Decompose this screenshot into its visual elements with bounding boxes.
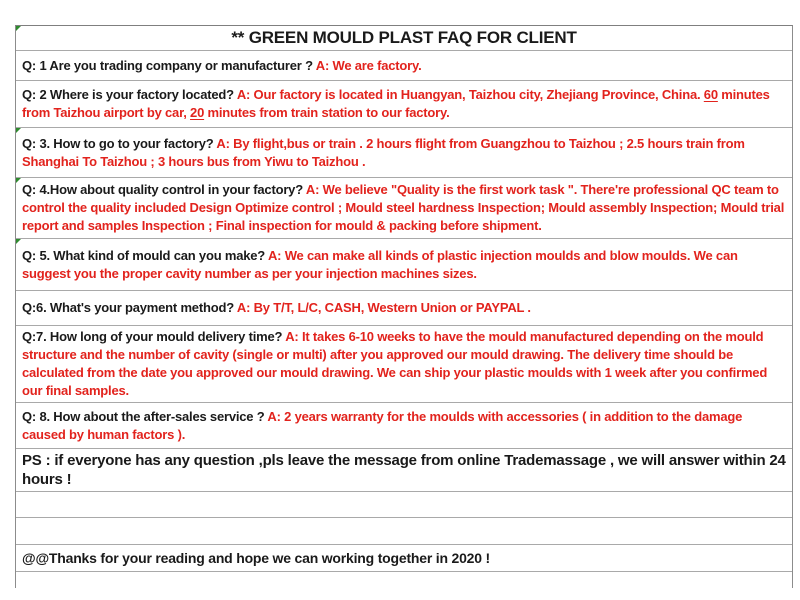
cell-comment-marker-icon <box>16 178 21 183</box>
faq-row-q7 <box>16 326 792 403</box>
answer-text: A: 2 years warranty for the moulds with accessories ( in addition to the damage caused by human factors ). <box>22 408 743 442</box>
ps-note-row <box>16 449 792 492</box>
faq-row-q5 <box>16 239 792 291</box>
thanks-row <box>16 545 792 572</box>
answer-underlined-text: 20 <box>190 105 205 120</box>
answer-text: A: By flight,bus or train . 2 hours flight from Guangzhou to Taizhou ; 2.5 hours train from Shanghai To Taizhou ; 3 hours bus from Yiwu to Taizhou . <box>22 135 745 169</box>
faq-sheet <box>15 25 793 588</box>
faq-row-q3 <box>16 128 792 178</box>
question-text: Q: 3. How to go to your factory? <box>22 135 217 151</box>
faq-row-q8 <box>16 403 792 449</box>
answer-text: A: We believe "Quality is the first work task ". There're professional QC team to control the quality included Design Optimize control ; Mould steel hardness Inspection; Mould assembly Inspection; Mould trial report and samples Inspection ; Final inspection for mould & packing before shipment. <box>22 182 785 233</box>
answer-underlined-text: 60 <box>703 87 718 102</box>
cell-comment-marker-icon <box>16 26 21 31</box>
question-text: Q:6. What's your payment method? <box>22 300 237 315</box>
question-text: Q: 1 Are you trading company or manufacturer ? <box>22 57 316 73</box>
empty-row <box>16 518 792 545</box>
faq-row-q2 <box>16 81 792 128</box>
question-text: Q:7. How long of your mould delivery time? <box>22 329 286 344</box>
answer-text: A: By T/T, L/C, CASH, Western Union or PAYPAL . <box>236 300 531 315</box>
answer-text: A: We are factory. <box>315 57 422 73</box>
answer-text: A: It takes 6-10 weeks to have the mould manufactured depending on the mould structure and the number of cavity (single or multi) after you approved our mould drawing. The delivery time should be calculated from the date you approved our mould drawing. We can ship your plastic moulds with 1 week after you confirmed our final samples. <box>22 329 768 398</box>
question-text: Q: 5. What kind of mould can you make? <box>22 247 268 263</box>
question-text: Q: 4.How about quality control in your factory? <box>22 182 306 197</box>
ps-note-text: PS : if everyone has any question ,pls leave the message from online Trademassage , we will answer within 24 hours ! <box>22 452 786 488</box>
faq-row-q4 <box>16 178 792 239</box>
answer-text: A: We can make all kinds of plastic injection moulds and blow moulds. We can suggest you the proper cavity number as per your injection machines sizes. <box>22 247 738 281</box>
answer-text: minutes from Taizhou airport by car, <box>22 87 770 120</box>
question-text: Q: 8. How about the after-sales service ? <box>22 408 268 424</box>
table-title-row <box>16 26 792 51</box>
answer-text: A: Our factory is located in Huangyan, Taizhou city, Zhejiang Province, China. <box>236 87 704 102</box>
question-text: Q: 2 Where is your factory located? <box>22 87 237 102</box>
faq-row-q6 <box>16 291 792 326</box>
cell-comment-marker-icon <box>16 128 21 133</box>
empty-row <box>16 492 792 518</box>
faq-row-q1 <box>16 51 792 81</box>
empty-row <box>16 572 792 588</box>
page-title: ** GREEN MOULD PLAST FAQ FOR CLIENT <box>231 28 577 47</box>
cell-comment-marker-icon <box>16 239 21 244</box>
faq-table <box>15 25 793 588</box>
answer-text: minutes from train station to our factory. <box>204 105 450 120</box>
thanks-text: @@Thanks for your reading and hope we can working together in 2020 ! <box>22 550 491 566</box>
